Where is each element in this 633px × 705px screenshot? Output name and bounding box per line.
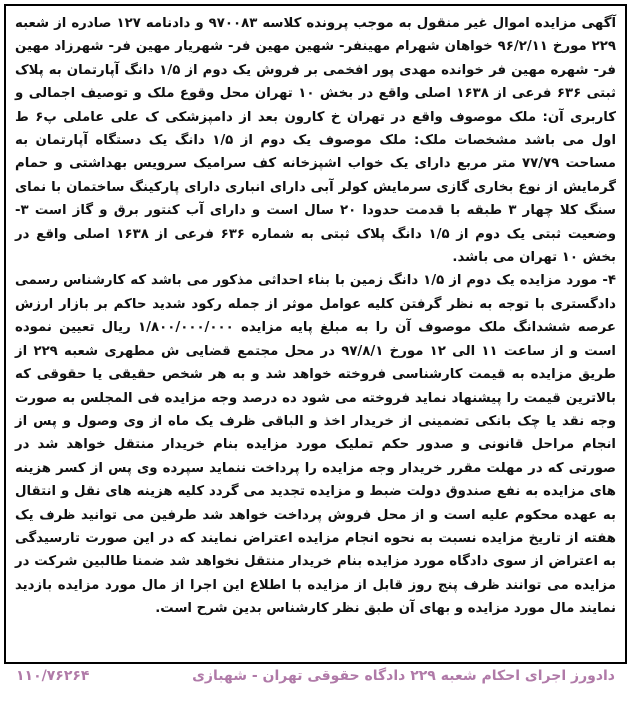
notice-paragraph-1: آگهی مزایده اموال غیر منقول به موجب پرونده کلاسه ۹۷۰۰۸۳ و دادنامه ۱۲۷ صادره از شعبه ۲۲۹ مورخ ۹۶/۲/۱۱ خواهان شهرام مهینفر- شهین مهین فر- شهریار مهین فر- شهرزاد مهین فر- شهره مهین فر خوانده مهدی پور افخمی بر فروش یک دوم از ۱/۵ دانگ آپارتمان به پلاک ثبتی ۶۳۶ فرعی از ۱۶۳۸ اصلی واقع در بخش ۱۰ تهران محل وقوع ملک و توصیف اجمالی و کاربری آن: ملک موصوف واقع در تهران خ کارون بعد از دامپزشکی ک علی عاملی پ۶ ط اول می باشد مشخصات ملک: ملک موصوف یک دوم از ۱/۵ دانگ یک دستگاه آپارتمان به مساحت ۷۷/۷۹ متر مربع دارای یک خواب اشپزخانه کف سرامیک سرویس بهداشتی و حمام گرمایش از نوع بخاری گازی سرمایش کولر آبی دارای انباری دارای پارکینگ ساختمان با نمای سنگ کلا چهار ۳ طبقه با قدمت حدودا ۲۰ سال است و دارای آب کنتور برق و گاز است ۳- وضعیت ثبتی یک دوم از ۱/۵ دانگ پلاک ثبتی به شماره ۶۳۶ فرعی از ۱۶۳۸ اصلی واقع در بخش ۱۰ تهران می باشد. [15,16,617,266]
notice-paragraph-2: ۴- مورد مزایده یک دوم از ۱/۵ دانگ زمین با بناء احداثی مذکور می باشد که کارشناس رسمی دادگستری با توجه به نظر گرفتن کلیه عوامل موثر از جمله رکود شدید حاکم بر بازار ارزش عرصه ششدانگ ملک موصوف آن را به مبلغ پایه مزایده ۱/۸۰۰/۰۰۰/۰۰۰ ریال تعیین نموده است و از ساعت ۱۱ الی ۱۲ مورخ ۹۷/۸/۱ در محل مجتمع قضایی ش مطهری شعبه ۲۲۹ از طریق مزایده به قیمت کارشناسی فروخته خواهد شد و به هر شخص حقیقی یا حقوقی که بالاترین قیمت را پیشنهاد نماید فروخته می شود ده درصد وجه مزایده فی المجلس به صورت وجه نقد یا چک بانکی تضمینی از خریدار اخذ و الباقی ظرف یک ماه از وی وصول و پس از انجام مراحل قانونی و صدور حکم تملیک مورد مزایده بنام خریدار منتقل خواهد شد در صورتی که در مهلت مقرر خریدار وجه مزایده را پرداخت ننماید سپرده وی پس از کسر هزینه های مزایده به نفع صندوق دولت ضبط و مزایده تجدید می گردد کلیه هزینه های نقل و انتقال به عهده محکوم علیه است و از محل فروش پرداخت خواهد شد طرفین می توانید ظرف یک هفته از تاریخ مزایده نسبت به نحوه انجام مزایده اعتراض نمایند که در این صورت تارسیدگی به اعتراض از سوی دادگاه مورد مزایده بنام خریدار منتقل نخواهد شد ضمنا طالبین شرکت در مزایده می توانند ظرف پنج روز قابل از مزایده با اطلاع این اجرا از مال مورد مزایده بازدید نمایند مال مورد مزایده و بهای آن طبق نظر کارشناس بدین شرح است. [15,273,616,617]
footer-signature: دادورز اجرای احکام شعبه ۲۲۹ دادگاه حقوقی تهران - شهبازی [192,668,615,684]
auction-notice [4,4,627,664]
footer-code: ۱۱۰/۷۶۲۶۴ [16,668,90,684]
notice-footer [4,664,627,688]
